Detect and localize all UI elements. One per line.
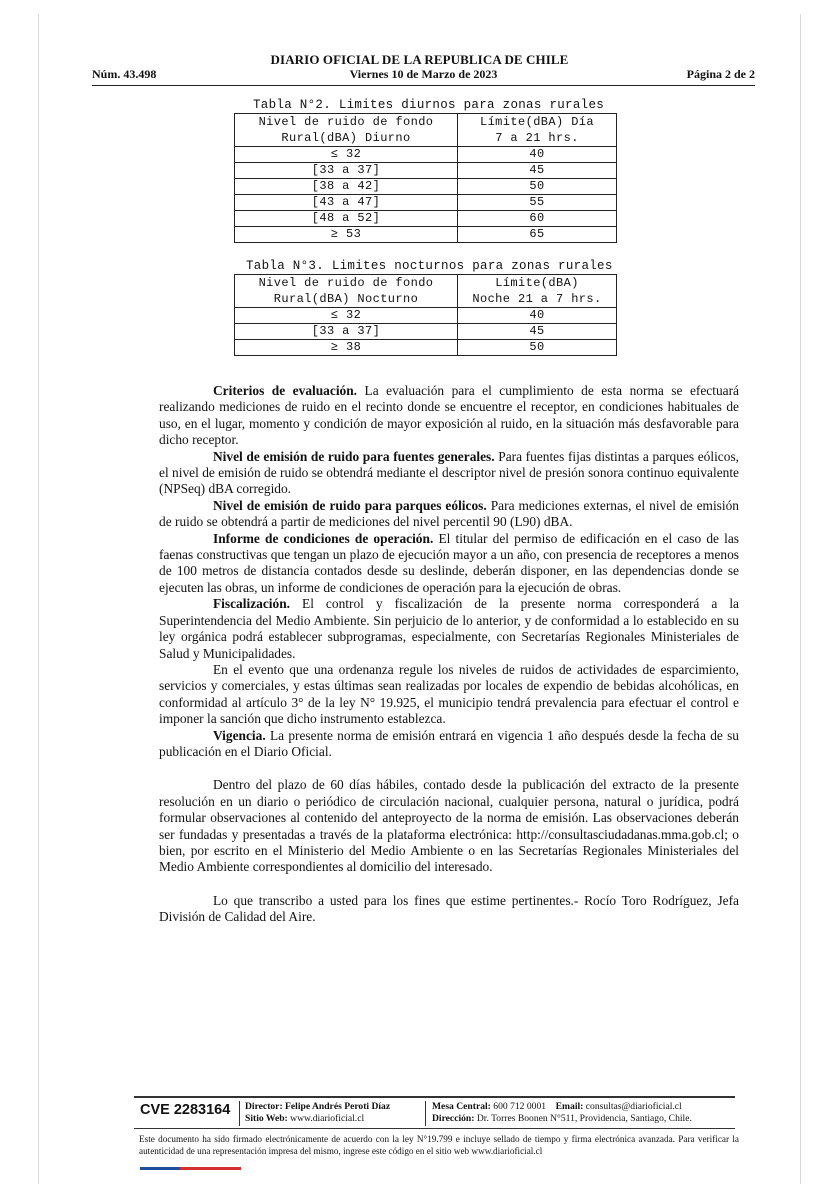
limit-cell: 45 [458,163,617,179]
limit-cell: 40 [458,308,617,324]
paragraph-observaciones: Dentro del plazo de 60 días hábiles, contado desde la publicación del extracto de la presente resolución en un diario o periódico de circulación nacional, cualquier persona, natural o jurídica, podrá formular observaciones al contenido del anteproyecto de la norma de emisión. Las observaciones deberán ser fundadas y presentadas a través de la plataforma electrónica: http://consultasciudadanas.mma.gob.cl; o bien, por escrito en el Ministerio del Medio Ambiente o en las Secretarías Regionales Ministeriales del Medio Ambiente correspondientes al domicilio del interesado. [159,777,739,875]
issue-number: Núm. 43.498 [92,67,157,81]
range-cell: [43 a 47] [235,195,458,211]
address-label: Dirección: [432,1113,475,1124]
flag-bar-red [180,1167,241,1170]
table-row [235,195,617,211]
paragraph-title: Criterios de evaluación. [213,383,358,398]
table-row [235,324,617,340]
limit-cell: 60 [458,211,617,227]
header-text: Nivel de ruido de fondo [258,115,434,129]
paragraph-vigencia [159,728,739,761]
paragraph-title: Fiscalización. [213,596,290,612]
table-row [235,340,617,356]
limit-cell: 40 [458,147,617,163]
table-row [235,211,617,227]
header-text: Rural(dBA) Diurno [281,131,411,145]
cve-code: CVE 2283164 [140,1102,231,1118]
table3-caption: Tabla N°3. Limites nocturnos para zonas rurales [246,259,613,273]
range-cell: ≤ 32 [235,147,458,163]
paragraph-criterios [159,383,739,449]
paragraph-text: El titular del permiso de edificación en el caso de las faenas constructivas que tengan un plazo de ejecución mayor a un año, con presencia de receptores a menos de 100 metros de distancia contados desde su deslinde, deberán disponer, en las dependencias donde se ejecuten las obras, un informe de condiciones de operación para la ejecución de obras. [159,530,739,595]
flag-bar-blue [140,1167,180,1170]
header-text: Nivel de ruido de fondo [258,276,434,290]
table2-header-col2 [458,114,617,147]
paragraph-text: Para mediciones externas, el nivel de emisión de ruido se obtendrá a partir de mediciones del nivel percentil 90 (L90) dBA. [159,497,739,530]
table2-header-row [235,114,617,147]
range-cell: [48 a 52] [235,211,458,227]
table-row [235,308,617,324]
footer-contact-block [432,1101,692,1125]
limit-cell: 65 [458,227,617,243]
footer-divider-top [134,1096,735,1098]
header-text: Noche 21 a 7 hrs. [472,292,602,306]
header-text: 7 a 21 hrs. [495,131,579,145]
email-link[interactable]: consultas@diarioficial.cl [585,1101,682,1112]
footer-director-block [245,1101,390,1125]
table3-header-col1 [235,275,458,308]
paragraph-text: La evaluación para el cumplimiento de esta norma se efectuará realizando mediciones de ruido en el recinto donde se encuentre el receptor, en condiciones habituales de uso, en el lugar, momento y condición de mayor exposición al ruido, en la situación más desfavorable para dicho receptor. [159,383,739,448]
paragraph-fuentes-generales [159,449,739,498]
article-body [159,383,739,926]
table2-header-col1 [235,114,458,147]
limit-cell: 55 [458,195,617,211]
range-cell: [33 a 37] [235,324,458,340]
page-indicator: Página 2 de 2 [686,67,755,81]
table2-caption: Tabla N°2. Limites diurnos para zonas rurales [253,98,605,112]
paragraph-ordenanza: En el evento que una ordenanza regule los niveles de ruidos de actividades de esparcimiento, servicios y comerciales, y estas últimas sean realizadas por locales de expendio de bebidas alcohólicas, en conformidad al artículo 3° de la ley N° 19.925, el municipio tendrá prevalencia para efectuar el control e imponer la sanción que dicho instrumento establezca. [159,661,739,727]
director-name: Felipe Andrés Peroti Díaz [285,1101,391,1112]
paragraph-title: Nivel de emisión de ruido para parques eólicos. [213,497,487,513]
table2 [234,113,617,243]
website-link[interactable]: www.diarioficial.cl [290,1113,365,1124]
range-cell: [38 a 42] [235,179,458,195]
director-label: Director: [245,1101,283,1112]
table3-header-col2 [458,275,617,308]
footer-separator [239,1101,240,1126]
limit-cell: 50 [458,340,617,356]
mesa-label: Mesa Central: [432,1101,491,1112]
paragraph-informe [159,531,739,597]
paragraph-fiscalizacion [159,596,739,662]
paragraph-title: Informe de condiciones de operación. [213,530,434,546]
paragraph-parques-eolicos [159,498,739,531]
paragraph-text: El control y fiscalización de la presente norma corresponderá a la Superintendencia del Medio Ambiente. Sin perjuicio de lo anterior, y de conformidad a lo establecido en su ley orgánica podrá establecer subprogramas, especialmente, con Secretarías Regionales Ministeriales de Salud y Municipalidades. [159,596,739,661]
limit-cell: 50 [458,179,617,195]
range-cell: ≤ 32 [235,308,458,324]
range-cell: ≥ 53 [235,227,458,243]
footer-divider-bottom [134,1128,735,1129]
footer-separator [425,1101,426,1126]
table-row [235,227,617,243]
newspaper-title: DIARIO OFICIAL DE LA REPUBLICA DE CHILE [270,52,569,67]
paragraph-closing: Lo que transcribo a usted para los fines que estime pertinentes.- Rocío Toro Rodríguez, Jefa División de Calidad del Aire. [159,892,739,925]
limit-cell: 45 [458,324,617,340]
address-value: Dr. Torres Boonen N°511, Providencia, Santiago, Chile. [476,1113,692,1124]
screen-bottom-bar [0,1188,829,1200]
range-cell: ≥ 38 [235,340,458,356]
paragraph-text: La presente norma de emisión entrará en vigencia 1 año después desde la fecha de su publicación en el Diario Oficial. [159,727,739,759]
table-row [235,163,617,179]
range-cell: [33 a 37] [235,163,458,179]
table-row [235,147,617,163]
table3 [234,274,617,356]
document-page [38,14,801,1184]
legal-notice: Este documento ha sido firmado electrónicamente de acuerdo con la ley N°19.799 e incluye sellado de tiempo y firma electrónica avanzada. Para verificar la autenticidad de una representación impresa del mismo, ingrese este código en el sitio web www.diarioficial.cl [139,1134,739,1156]
table-row [235,179,617,195]
header-text: Límite(dBA) Día [479,115,595,129]
website-label: Sitio Web: [245,1113,288,1124]
mesa-phone: 600 712 0001 [493,1101,547,1112]
issue-date: Viernes 10 de Marzo de 2023 [349,67,498,81]
header-text: Rural(dBA) Nocturno [273,292,419,306]
paragraph-title: Nivel de emisión de ruido para fuentes generales. [213,448,495,464]
header-divider [92,85,755,86]
table3-header-row [235,275,617,308]
header-text: Límite(dBA) [495,276,579,290]
paragraph-title: Vigencia. [213,727,266,743]
paragraph-text: Para fuentes fijas distintas a parques eólicos, el nivel de emisión de ruido se obtendrá mediante el descriptor nivel de presión sonora continuo equivalente (NPSeq) dBA corregido. [159,448,739,497]
email-label: Email: [555,1101,584,1112]
header-row [92,67,755,83]
